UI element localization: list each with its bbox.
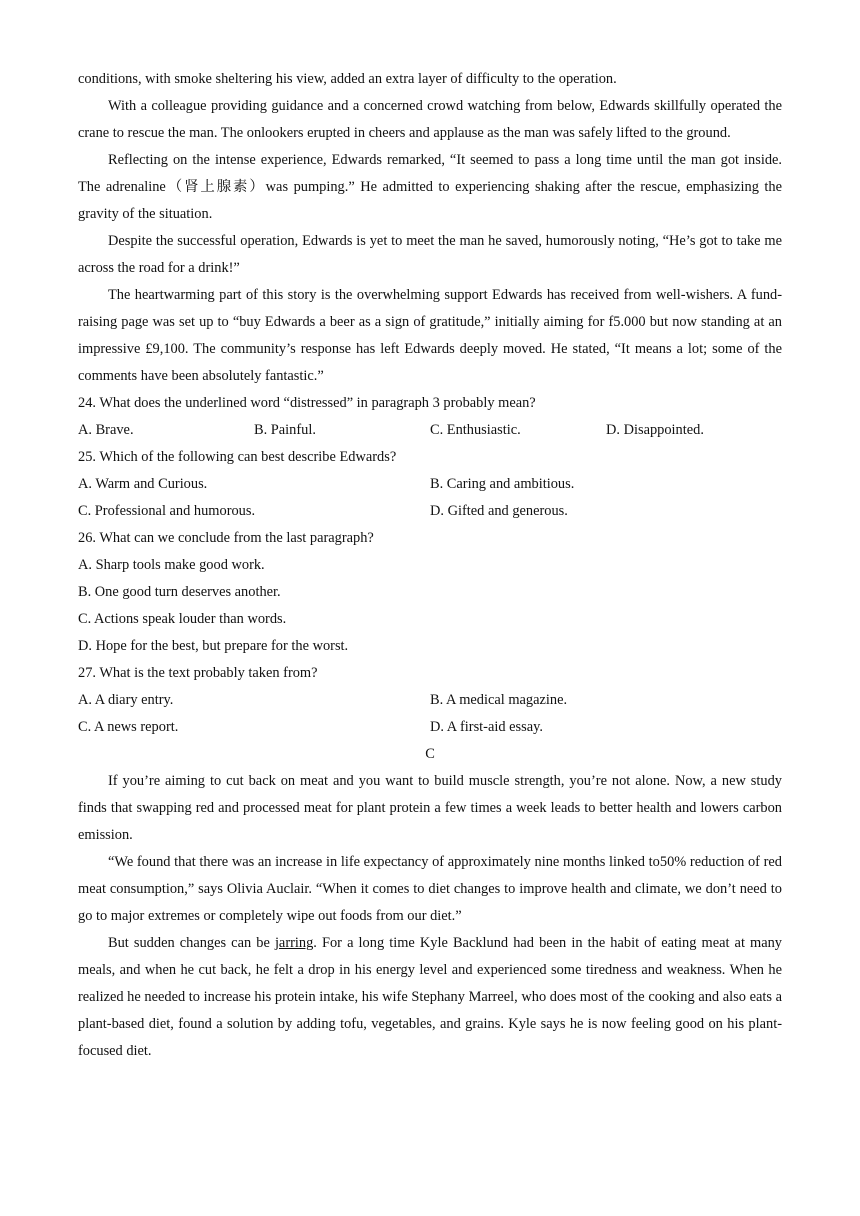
question-stem: 24. What does the underlined word “distressed” in paragraph 3 probably mean? bbox=[78, 395, 536, 411]
option-b: B. One good turn deserves another. bbox=[78, 584, 281, 600]
question-stem: 27. What is the text probably taken from? bbox=[78, 665, 318, 681]
option-a: A. Warm and Curious. bbox=[78, 476, 208, 492]
option-b: B. A medical magazine. bbox=[430, 692, 568, 708]
paragraph-reflection: Reflecting on the intense experience, Edwards remarked, “It seemed to pass a long time until the man got inside. The adrenaline（肾上腺素）was pumping.” He admitted to experiencing shaking after the rescue, emphasizing the gravity of the situation. bbox=[78, 152, 782, 222]
option-b: B. Painful. bbox=[254, 422, 316, 438]
option-a: A. Brave. bbox=[78, 422, 134, 438]
question-stem: 25. Which of the following can best describe Edwards? bbox=[78, 449, 397, 465]
option-d: D. Disappointed. bbox=[606, 422, 704, 438]
paragraph-c2: “We found that there was an increase in life expectancy of approximately nine months linked to50% reduction of red meat consumption,” says Olivia Auclair. “When it comes to diet changes to improve health and climate, we don’t need to go to major extremes or completely wipe out foods from our diet.” bbox=[78, 854, 782, 924]
question-27 bbox=[78, 660, 782, 741]
options-row bbox=[78, 417, 782, 444]
question-stem: 26. What can we conclude from the last paragraph? bbox=[78, 530, 374, 546]
option-c: C. Professional and humorous. bbox=[78, 503, 256, 519]
options-row bbox=[78, 498, 782, 525]
underlined-word: jarring bbox=[274, 935, 314, 951]
section-heading: C bbox=[425, 746, 435, 762]
paragraph-c3 bbox=[78, 930, 782, 1065]
paragraph-c1: If you’re aiming to cut back on meat and you want to build muscle strength, you’re not alone. Now, a new study finds that swapping red and processed meat for plant protein a few times a week leads to better health and lowers carbon emission. bbox=[78, 773, 782, 843]
option-d: D. A first-aid essay. bbox=[430, 719, 543, 735]
option-a: A. Sharp tools make good work. bbox=[78, 557, 265, 573]
options-row bbox=[78, 687, 782, 714]
document-page bbox=[78, 66, 782, 1065]
option-d: D. Gifted and generous. bbox=[430, 503, 568, 519]
option-c: C. Actions speak louder than words. bbox=[78, 611, 287, 627]
paragraph-continuation: conditions, with smoke sheltering his view, added an extra layer of difficulty to the operation. bbox=[78, 71, 617, 87]
question-25 bbox=[78, 444, 782, 525]
question-24 bbox=[78, 390, 782, 444]
question-26 bbox=[78, 525, 782, 660]
paragraph-humor: Despite the successful operation, Edwards is yet to meet the man he saved, humorously noting, “He’s got to take me across the road for a drink!” bbox=[78, 233, 782, 276]
option-c: C. Enthusiastic. bbox=[430, 422, 521, 438]
paragraph-support: The heartwarming part of this story is the overwhelming support Edwards has received from well-wishers. A fund-raising page was set up to “buy Edwards a beer as a sign of gratitude,” initially aiming for f5.000 but now standing at an impressive £9,100. The community’s response has left Edwards deeply moved. He stated, “It means a lot; some of the comments have been absolutely fantastic.” bbox=[78, 287, 782, 384]
text-after: . For a long time Kyle Backlund had been in the habit of eating meat at many meals, and when he cut back, he felt a drop in his energy level and experienced some tiredness and weakness. When he realized he needed to increase his protein intake, his wife Stephany Marreel, who does most of the cooking and also eats a plant-based diet, found a solution by adding tofu, vegetables, and grains. Kyle says he is now feeling good on his plant-focused diet. bbox=[78, 935, 783, 1059]
option-a: A. A diary entry. bbox=[78, 692, 174, 708]
options-row bbox=[78, 714, 782, 741]
paragraph-rescue: With a colleague providing guidance and a concerned crowd watching from below, Edwards skillfully operated the crane to rescue the man. The onlookers erupted in cheers and applause as the man was safely lifted to the ground. bbox=[78, 98, 782, 141]
option-c: C. A news report. bbox=[78, 719, 179, 735]
option-d: D. Hope for the best, but prepare for the worst. bbox=[78, 638, 349, 654]
options-row bbox=[78, 471, 782, 498]
text-before: But sudden changes can be bbox=[108, 935, 275, 951]
option-b: B. Caring and ambitious. bbox=[430, 476, 575, 492]
